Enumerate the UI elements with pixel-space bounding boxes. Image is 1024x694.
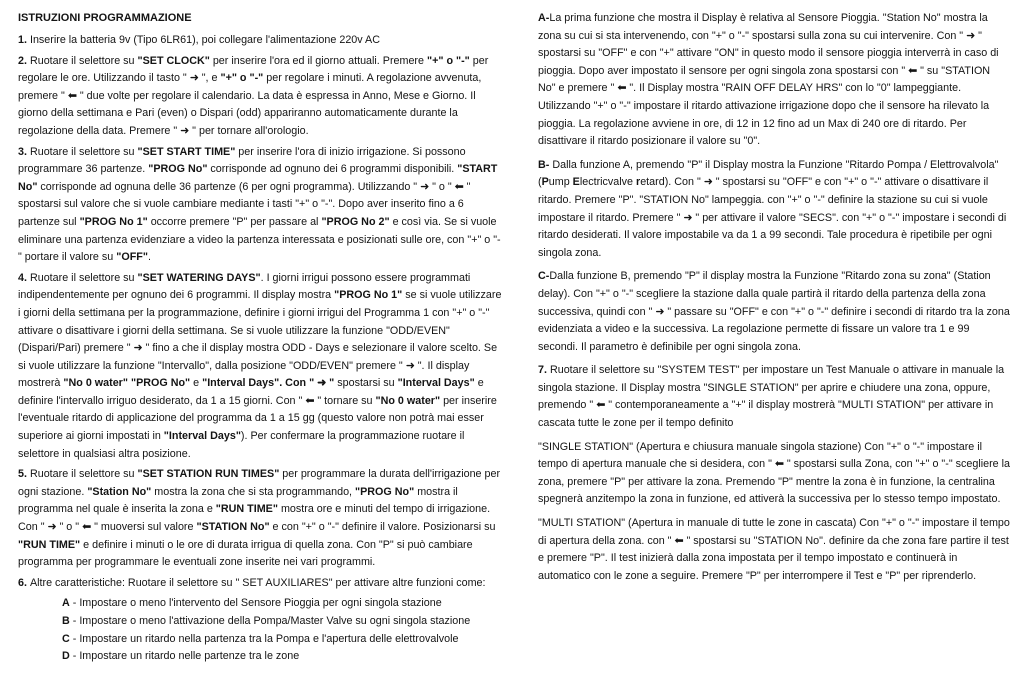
text: per regolare i minuti. A regolazione avvenuta, premere " ⬅ " due volte per regolare il calendario. La data è espressa in Anno, Mese e Giorno. Il giorno della settimana e Pari (even) o Dispari (odd) appariranno automaticamente durante la regolazione della data. Premere " ➜ " per tornare all'orologio. <box>18 72 482 137</box>
text: Altre caratteristiche: Ruotare il selettore su " SET AUXILIARES" per attivare altre funzioni come: <box>29 576 486 589</box>
instruction-step <box>18 270 504 464</box>
bold-text: "Interval Days" <box>163 430 241 443</box>
bold-text: "SET CLOCK" <box>137 54 210 67</box>
text: ). Per confermare la programmazione ruotare il selettore in qualsiasi altra posizione. <box>18 430 465 460</box>
bold-text: "PROG No 1" <box>334 289 403 302</box>
bold-text: 3. <box>18 145 30 158</box>
bold-text: r <box>636 176 641 189</box>
text: per regolare le ore. Utilizzando il tasto " ➜ ", e <box>18 54 489 85</box>
bold-text: "PROG No" <box>130 377 191 390</box>
bold-text: 6. <box>18 576 30 589</box>
bold-text: D <box>62 650 70 663</box>
instruction-step <box>18 32 504 50</box>
auxiliary-function-item <box>62 648 504 666</box>
bold-text: B <box>62 615 70 627</box>
text: per inserire l'ora ed il giorno attuali. Premere <box>209 54 427 67</box>
text: per programmare la durata dell'irrigazione per ogni stazione. <box>18 468 501 498</box>
bold-text: "SET WATERING DAYS" <box>137 271 261 284</box>
function-description <box>538 439 1010 509</box>
text: se si vuole utilizzare i giorni della settimana per la programmazione, definire i giorni irrigui del Programma 1 con "+" o "-" attivare o disattivare i giorni della settimana. Se si vuole utilizzare la funzione "ODD/EVEN" (Dispari/Pari) premere " ➜ " fino a che il display mostra ODD - Days e selezionare il valore scelto. Se si vuole utilizzare la funzione "Intervallo", dalla posizione "ODD/EVEN" premere " ➜ ". Il display mostrerà <box>18 289 502 390</box>
text: corrisponde ad ognuno dei 6 programmi disponibili. <box>207 163 458 176</box>
text: per inserire l'ora di inizio irrigazione. Si possono programmare 36 partenze. <box>18 145 466 176</box>
document-title: ISTRUZIONI PROGRAMMAZIONE <box>18 12 192 24</box>
text: e definire i minuti o le ore di durata irrigua di quella zona. Con "P" si può cambiare programma per programmare le eventuali zone inserite nei vari programmi. <box>18 538 473 569</box>
auxiliary-function-item <box>62 631 504 649</box>
text: Dalla funzione A, premendo "P" il Display mostra la Funzione "Ritardo Pompa / Elettrovalvola" ( <box>538 158 999 189</box>
left-column <box>18 10 504 666</box>
bold-text: "Interval Days" <box>397 377 475 390</box>
bold-text: "SET STATION RUN TIMES" <box>137 468 280 481</box>
auxiliary-function-item <box>62 595 504 613</box>
text: . I giorni irrigui possono essere programmati indipendentemente per ognuno dei 6 programmi. Il display mostra <box>18 271 471 302</box>
bold-text: 4. <box>18 271 30 284</box>
text: spostarsi su <box>334 377 398 390</box>
bold-text: C- <box>538 270 550 283</box>
bold-text: "+" o "-" <box>426 54 470 67</box>
text: - Impostare un ritardo nelle partenze tra le zone <box>69 650 300 663</box>
instruction-step <box>18 466 504 572</box>
bold-text: "START No" <box>18 163 498 193</box>
bold-text: "PROG No" <box>148 163 208 176</box>
bold-text: "STATION No" <box>196 521 270 534</box>
instruction-step <box>18 144 504 267</box>
text: etard). Con " ➜ " spostarsi su "OFF" e con "+" o "-" attivare o disattivare il ritardo. Premere "P". "STATION No" lampeggia. con "+" o "-" definire la stazione su cui si vuole impostare il ritardo. Premere " ➜ " per attivare il valore "SECS". con "+" o "-" impostare i secondi di ritardo desiderati. Il valore impostabile va da 1 a 99 secondi. Tale procedura è ripetibile per ogni singola zona. <box>538 176 1007 259</box>
left-paragraphs <box>18 32 504 592</box>
text: - Impostare o meno l'attivazione della Pompa/Master Valve su ogni singola stazione <box>69 615 471 627</box>
auxiliary-function-item <box>62 613 504 631</box>
bold-text: 2. <box>18 54 30 67</box>
right-column <box>538 10 1010 591</box>
text: corrisponde ad ognuna delle 36 partenze (6 per ogni programma). Utilizzando " ➜ " o " ⬅ " spostarsi sul valore che si vuole cambiare mediante i tasti "+" o "-". Dopo aver inserito fino a 6 partenze sul <box>18 180 471 228</box>
text: e così via. Se si vuole eliminare una partenza evidenziare a video la partenza interessata e posizionati sulle ore, con "+" o "-" portare il valore su <box>18 215 501 264</box>
bold-text: E <box>572 176 580 189</box>
text: mostra la zona che si sta programmando, <box>151 485 356 498</box>
text: Ruotare il selettore su <box>29 145 138 158</box>
function-description <box>538 10 1010 151</box>
text: e definire l'intervallo irriguo desiderato, da 1 a 15 giorni. Con " ⬅ " tornare su <box>18 377 484 407</box>
bold-text: "RUN TIME" <box>18 538 81 551</box>
bold-text: "RUN TIME" <box>215 503 278 516</box>
bold-text: "Interval Days". Con " ➜ " <box>202 377 335 390</box>
text: La prima funzione che mostra il Display è relativa al Sensore Pioggia. "Station No" mostra la zona su cui si sta intervenendo, con "+" o "-" spostarsi sulla zona su cui intervenire. Con " ➜ " spostarsi su "OFF" e con "+" attivare "ON" in questo modo il sensore pioggia interverrà in caso di pioggia. Dopo aver impostato il sensore per ogni singola zona spostarsi con " ⬅ " su "STATION No" e premere " ⬅ ". Il Display mostra "RAIN OFF DELAY HRS" con lo "0" lampeggiante. Utilizzando "+" o "-" impostare il ritardo attivazione irrigazione dopo che il sensore ha rilevato la pioggia. La regolazione avviene in ore, di 12 in 12 fino ad un Max di 240 ore di ritardo. Per disattivare il ritardo posizionare il valore su "0". <box>538 12 999 148</box>
bold-text: 5. <box>18 468 30 481</box>
text: - Impostare o meno l'intervento del Sensore Pioggia per ogni singola stazione <box>69 597 442 610</box>
bold-text: 7. <box>538 364 550 377</box>
bold-text: P <box>541 176 549 189</box>
text: e con "+" o "-" definire il valore. Posizionarsi su <box>269 521 496 534</box>
function-description <box>538 268 1010 356</box>
bold-text: "PROG No 2" <box>321 215 390 228</box>
text: mostra il programma nel quale è inserita la zona e <box>18 485 458 516</box>
text: e <box>190 377 203 390</box>
bold-text: "Station No" <box>87 485 152 498</box>
function-description <box>538 515 1010 585</box>
text: Ruotare il selettore su "SYSTEM TEST" per impostare un Test Manuale o attivare in manuale la singola stazione. Il Display mostra "SINGLE STATION" per aprire e chiudere una zona, oppure, premendo " ⬅ " contemporaneamente a "+" il display mostrerà "MULTI STATION" per attivare in cascata tutte le zone per il tempo definito <box>538 364 1005 430</box>
bold-text: "PROG No" <box>355 485 415 498</box>
bold-text: "PROG No 1" <box>79 215 148 228</box>
text: Ruotare il selettore su <box>29 271 138 284</box>
instruction-step <box>18 53 504 141</box>
bold-text: 1. <box>18 34 30 46</box>
text: "SINGLE STATION" (Apertura e chiusura manuale singola stazione) Con "+" o "-" impostare il tempo di apertura manuale che si desidera, con " ⬅ " spostarsi sulla Zona, con "+" o "-" scegliere la zona, premere "P" per attivare la zona. Premendo "P" mentre la zona è in funzione, la centralina spegnerà anzitempo la zona in funzione, ed attiverà la successiva per lo stesso tempo impostato. <box>538 440 1010 506</box>
function-description <box>538 157 1010 263</box>
bold-text: A- <box>538 12 550 24</box>
bold-text: "SET START TIME" <box>137 145 236 158</box>
auxiliary-functions-list <box>18 595 504 665</box>
bold-text: "No 0 water" <box>375 394 441 407</box>
text: . <box>147 251 151 264</box>
bold-text: A <box>62 597 70 610</box>
text: lectricvalve <box>579 176 636 189</box>
function-description <box>538 362 1010 432</box>
bold-text: C <box>62 632 70 645</box>
bold-text: "OFF" <box>116 251 148 264</box>
text: occorre premere "P" per passare al <box>147 215 322 228</box>
text: - Impostare un ritardo nella partenza tra la Pompa e l'apertura delle elettrovalvole <box>69 632 459 645</box>
text: Ruotare il selettore su <box>29 54 138 67</box>
bold-text: "+" o "-" <box>220 72 264 85</box>
instruction-step <box>18 575 504 593</box>
text: Dalla funzione B, premendo "P" il display mostra la Funzione "Ritardo zona su zona" (Station delay). Con "+" o "-" scegliere la stazione dalla quale partirà il ritardo della partenza della zona successiva, quindi con " ➜ " passare su "OFF" e con "+" o "-" definire i secondi di ritardo tra la zona evidenziata a video e la successiva. La regolazione permette di fissare un valore tra 1 e 99 secondi. Il parametro è definibile per ogni singola zona. <box>538 270 1010 353</box>
text: mostra ore e minuti del tempo di irrigazione. Con " ➜ " o " ⬅ " muoversi sul valore <box>18 503 491 534</box>
bold-text: "No 0 water" <box>63 377 128 390</box>
text: Inserire la batteria 9v (Tipo 6LR61), poi collegare l'alimentazione 220v AC <box>29 34 380 46</box>
text: Ruotare il selettore su <box>29 468 138 481</box>
text: per inserire l'eventuale ritardo di applicazione del programma da 1 a 15 gg (questo valore non potrà mai esser superiore ai giorni impostati in <box>18 394 497 443</box>
bold-text: B- <box>538 158 550 171</box>
text: "MULTI STATION" (Apertura in manuale di tutte le zone in cascata) Con "+" o "-" impostare il tempo di apertura della zona. con " ⬅ " spostarsi su "STATION No". definire da che zona fare partire il test e premere "P". Il test inizierà dalla zona impostata per il tempo impostato e continuerà in automatico con le zone a seguire. Premere "P" per interrompere il Test e "P" per riprenderlo. <box>538 517 1010 582</box>
right-paragraphs <box>538 10 1010 585</box>
text: ump <box>548 176 573 189</box>
